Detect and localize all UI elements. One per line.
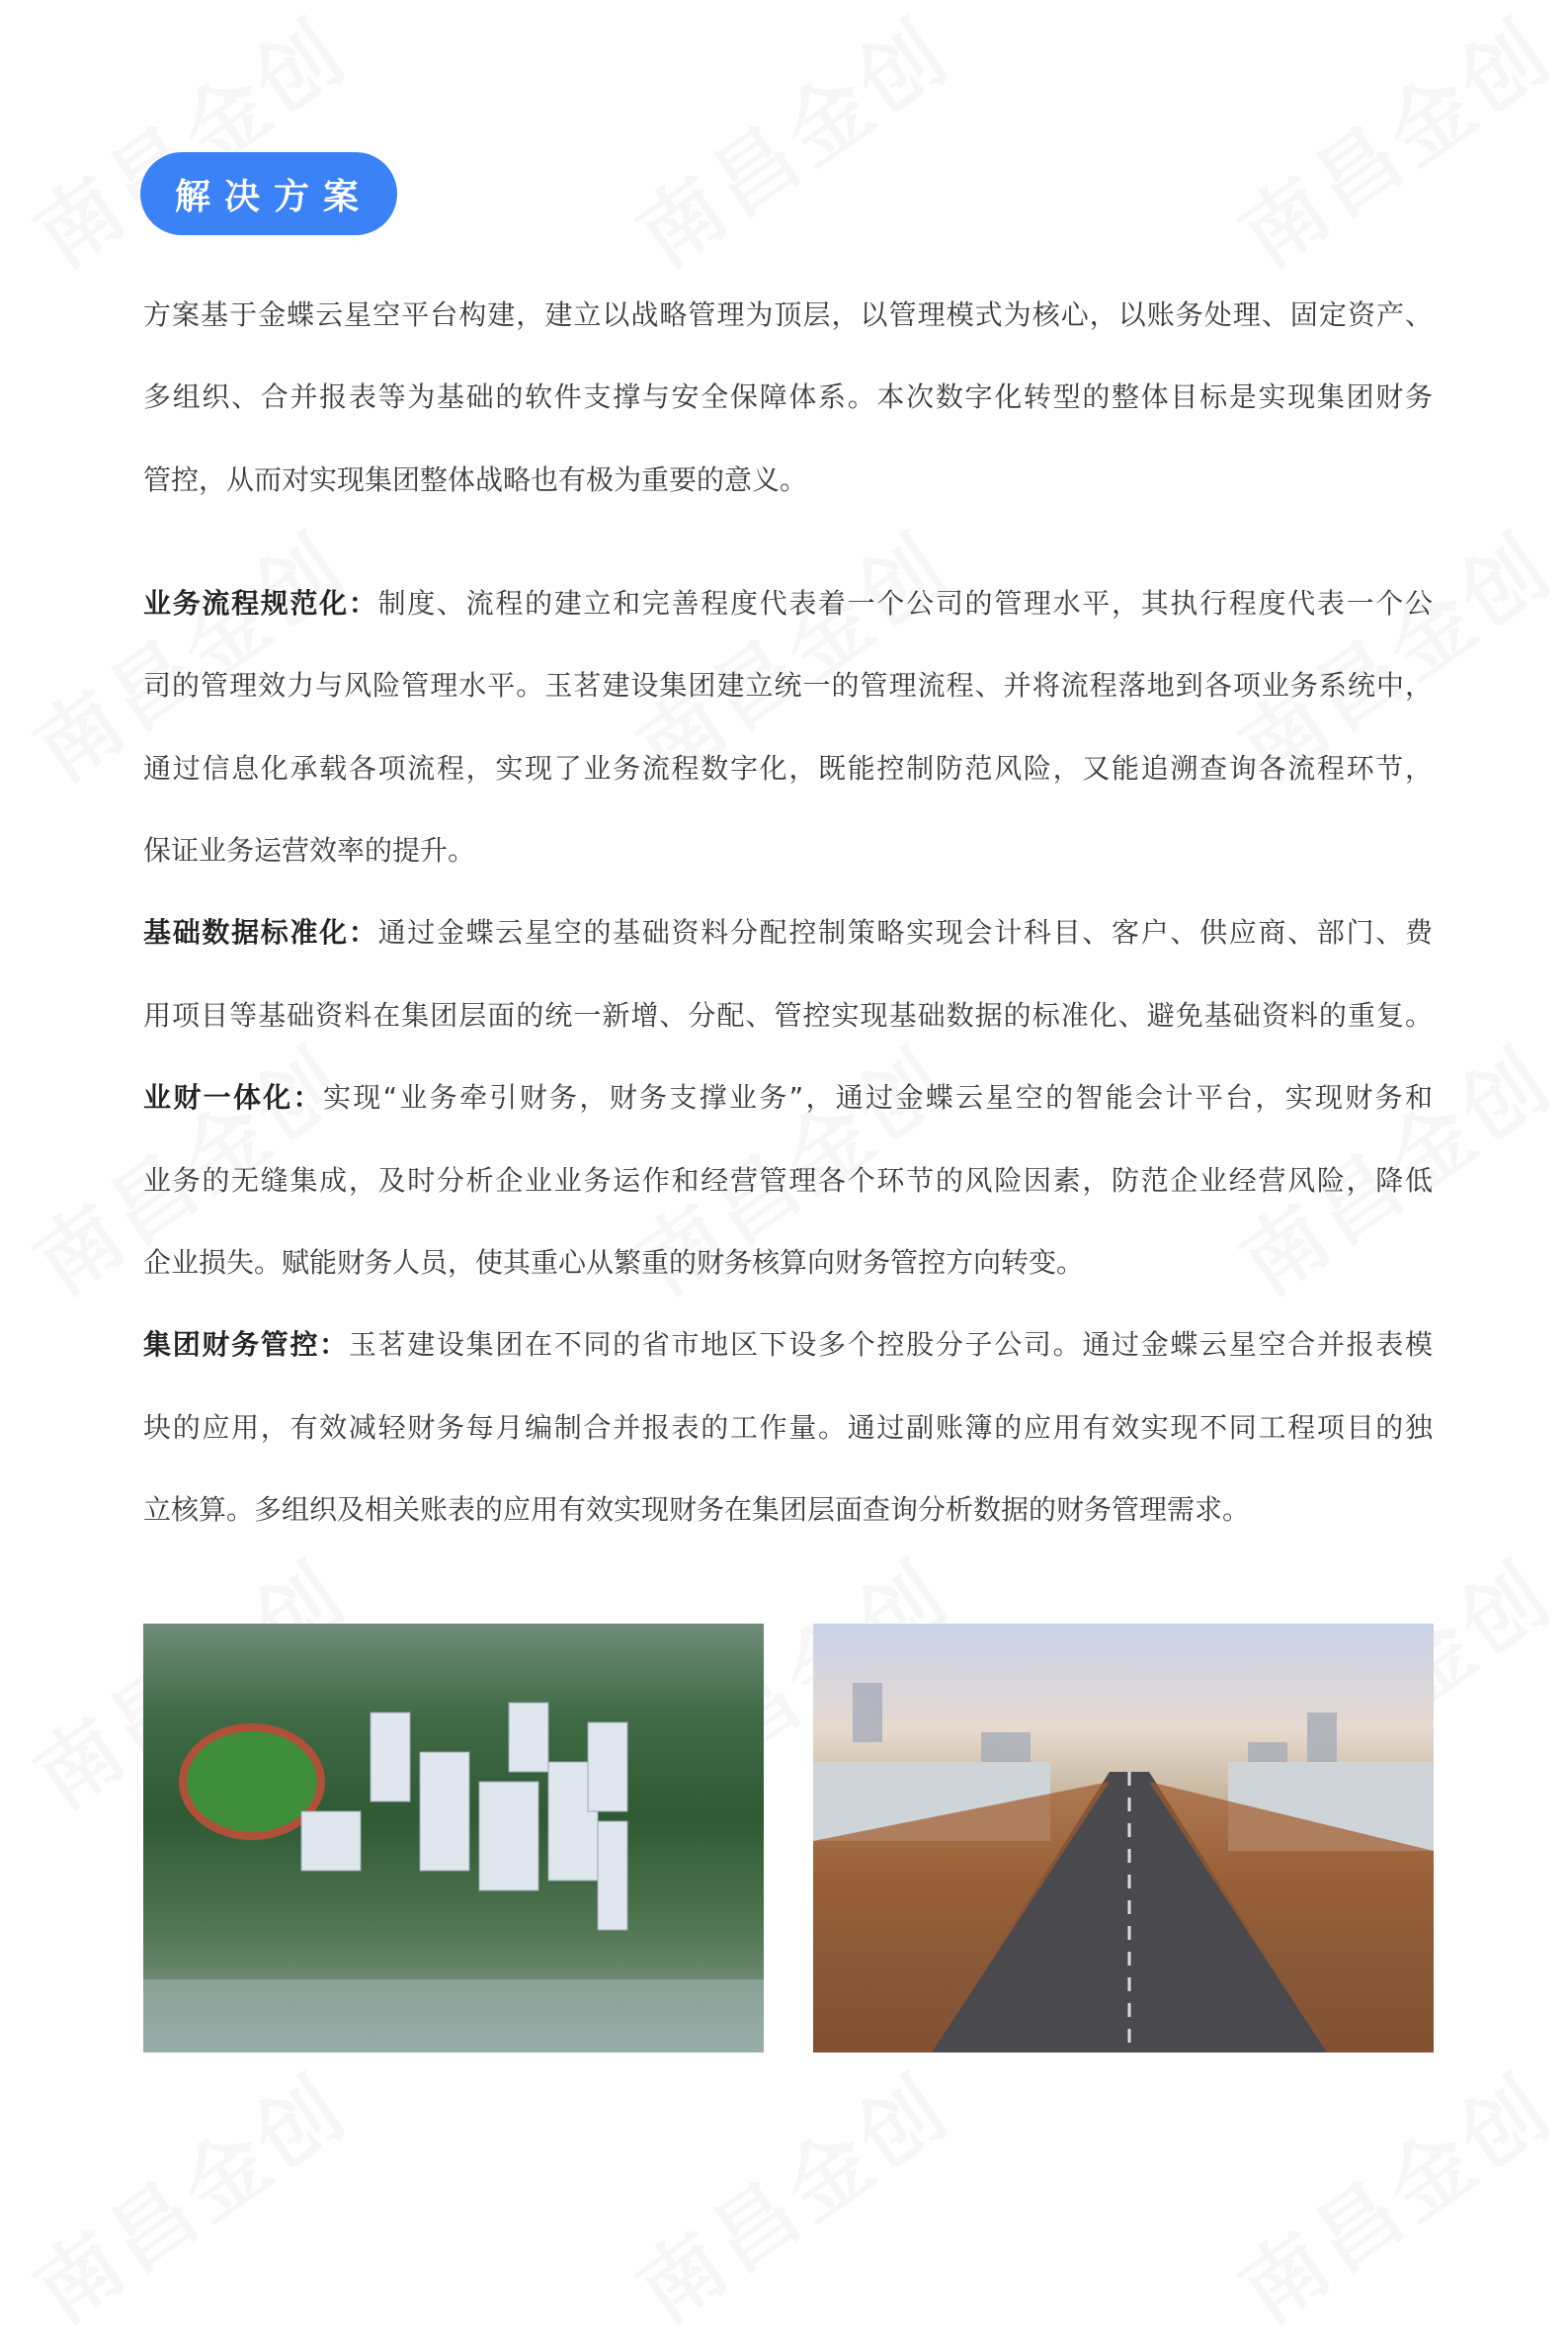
paragraph-line bbox=[143, 584, 1433, 624]
watermark bbox=[1213, 2044, 1568, 2345]
watermark bbox=[8, 0, 368, 290]
paragraph-title: 集团财务管控： bbox=[143, 1328, 349, 1361]
paragraph-line bbox=[143, 1078, 1433, 1118]
road-illustration bbox=[813, 1624, 1434, 2052]
paragraph-text: 制度、流程的建立和完善程度代表着一个公司的管理水平，其执行程度代表一个公 bbox=[377, 587, 1433, 620]
watermark bbox=[8, 2044, 368, 2345]
paragraph-line: 立核算。多组织及相关账表的应用有效实现财务在集团层面查询分析数据的财务管理需求。 bbox=[143, 1493, 1251, 1526]
campus-aerial-image bbox=[143, 1624, 764, 2052]
city-road-image bbox=[813, 1624, 1434, 2052]
intro-line: 方案基于金蝶云星空平台构建，建立以战略管理为顶层，以管理模式为核心，以账务处理、固定资产、 bbox=[143, 298, 1433, 331]
paragraph-line: 司的管理效力与风险管理水平。玉茗建设集团建立统一的管理流程、并将流程落地到各项业务系统中， bbox=[143, 669, 1433, 702]
paragraph-text: 玉茗建设集团在不同的省市地区下设多个控股分子公司。通过金蝶云星空合并报表模 bbox=[348, 1328, 1433, 1361]
watermark bbox=[611, 2044, 970, 2345]
intro-line: 管控，从而对实现集团整体战略也有极为重要的意义。 bbox=[143, 463, 808, 496]
intro-line: 多组织、合并报表等为基础的软件支撑与安全保障体系。本次数字化转型的整体目标是实现集团财务 bbox=[143, 380, 1433, 413]
paragraph-title: 业务流程规范化： bbox=[143, 587, 378, 620]
section-heading: 解决方案 bbox=[140, 152, 397, 235]
paragraph-line: 企业损失。赋能财务人员，使其重心从繁重的财务核算向财务管控方向转变。 bbox=[143, 1246, 1085, 1279]
campus-illustration bbox=[143, 1624, 764, 2052]
watermark bbox=[1213, 0, 1568, 290]
paragraph-line: 业务的无缝集成，及时分析企业业务运作和经营管理各个环节的风险因素，防范企业经营风险，降低 bbox=[143, 1164, 1433, 1197]
paragraph-title: 业财一体化： bbox=[143, 1081, 323, 1114]
paragraph-line: 块的应用，有效减轻财务每月编制合并报表的工作量。通过副账簿的应用有效实现不同工程项目的独 bbox=[143, 1411, 1433, 1444]
paragraph-line: 通过信息化承载各项流程，实现了业务流程数字化，既能控制防范风险，又能追溯查询各流程环节， bbox=[143, 752, 1433, 785]
paragraph-title: 基础数据标准化： bbox=[143, 916, 378, 949]
paragraph-line: 保证业务运营效率的提升。 bbox=[143, 834, 476, 867]
paragraph-line bbox=[143, 913, 1433, 953]
paragraph-text: 实现“业务牵引财务，财务支撑业务”，通过金蝶云星空的智能会计平台，实现财务和 bbox=[322, 1081, 1433, 1114]
paragraph-text: 通过金蝶云星空的基础资料分配控制策略实现会计科目、客户、供应商、部门、费 bbox=[377, 916, 1433, 949]
paragraph-line: 用项目等基础资料在集团层面的统一新增、分配、管控实现基础数据的标准化、避免基础资料的重复。 bbox=[143, 999, 1433, 1032]
watermark bbox=[611, 0, 970, 290]
paragraph-line bbox=[143, 1325, 1433, 1365]
